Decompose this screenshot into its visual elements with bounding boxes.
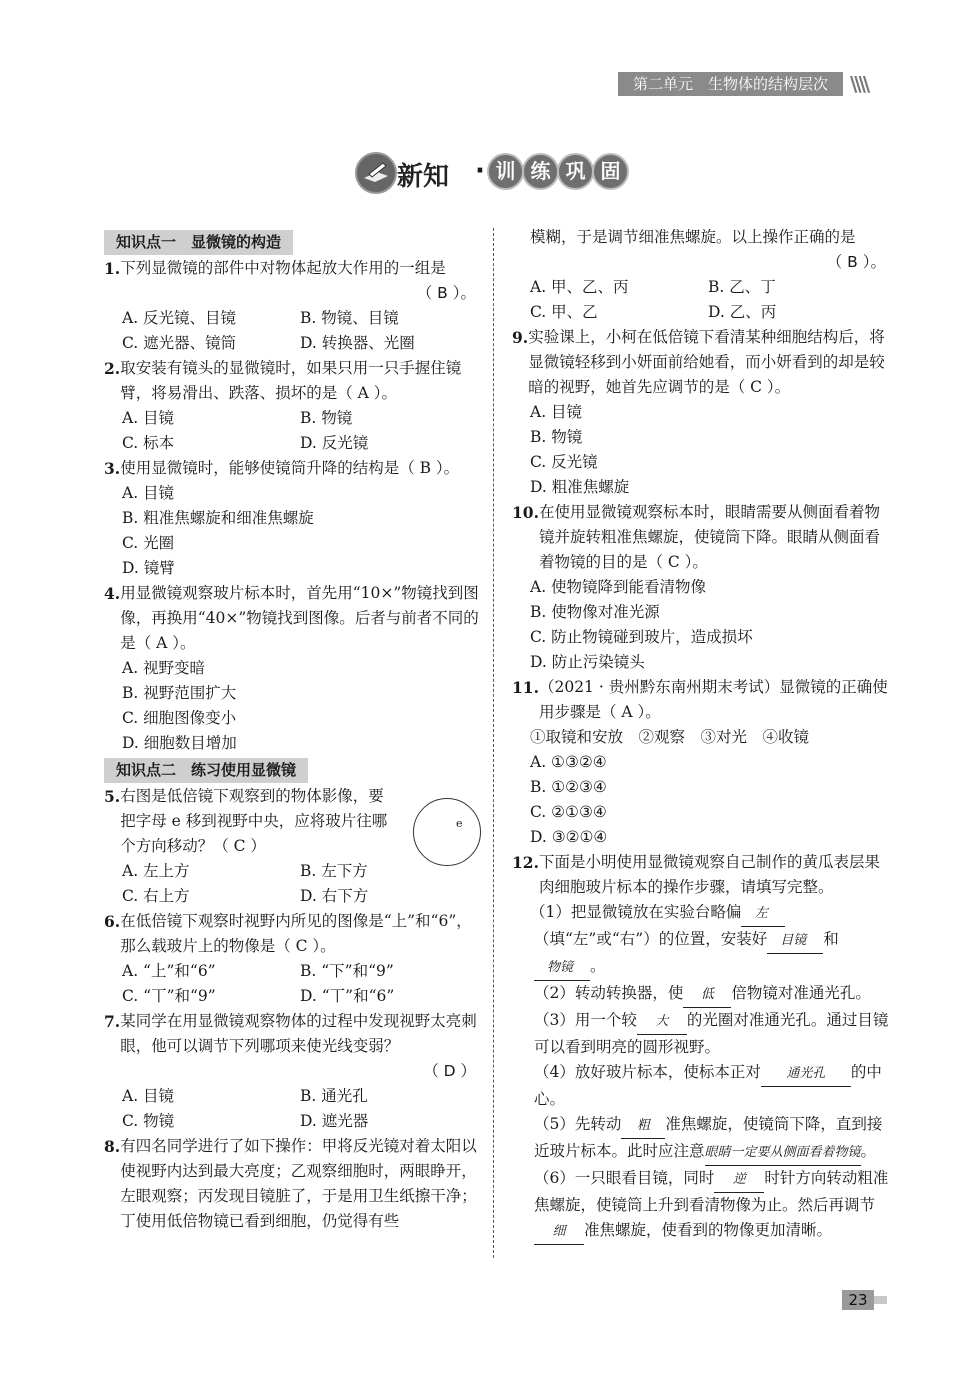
fill-blank: 细 xyxy=(534,1219,584,1245)
fill-blank: 左 xyxy=(741,901,785,927)
question-12: 12. 下面是小明使用显微镜观察自己制作的黄瓜表层果肉细胞玻片标本的操作步骤，请填写完整。 xyxy=(512,853,880,896)
option: B. ①②③④ xyxy=(530,778,607,796)
question-5: 5. 右图是低倍镜下观察到的物体影像，要把字母 e 移到视野中央，应将玻片往哪个方向移动？（ C ） xyxy=(104,787,388,855)
page-number xyxy=(842,1290,887,1310)
fill-blank: 大 xyxy=(637,1009,687,1035)
page-header xyxy=(618,72,888,96)
option: D. 细胞数目增加 xyxy=(122,734,237,752)
fill-blank: 逆 xyxy=(714,1167,764,1193)
options-row: C. 标本 D. 反光镜 xyxy=(122,434,369,452)
fill-blank: 眼睛一定要从侧面看着物镜 xyxy=(705,1140,861,1166)
question-8-continued: 模糊，于是调节细准焦螺旋。以上操作正确的是 xyxy=(530,228,856,246)
question-10: 10. 在使用显微镜观察标本时，眼睛需要从侧面看着物镜并旋转粗准焦螺旋，使镜筒下降。眼睛从侧面看着物镜的目的是（ C ）。 xyxy=(512,503,880,571)
step-3: （3）用一个较 大 的光圈对准通光孔。通过目镜可以看到明亮的圆形视野。 xyxy=(534,1011,889,1056)
options-row: C. 物镜 D. 遮光器 xyxy=(122,1112,369,1130)
answer: （ B ）。 xyxy=(416,284,476,302)
microscope-field-figure xyxy=(413,798,481,866)
options-row: A. “上”和“6” B. “下”和“9” xyxy=(122,962,394,980)
steps-list: ①取镜和安放 ②观察 ③对光 ④收镜 xyxy=(530,728,810,746)
fill-blank: 目镜 xyxy=(767,928,823,954)
options-row: C. “丅”和“9” D. “丅”和“6” xyxy=(122,987,395,1005)
title-badge: 固 xyxy=(592,153,629,190)
option: D. ③②①④ xyxy=(530,828,608,846)
option: C. ②①③④ xyxy=(530,803,607,821)
question-1: 1. 下列显微镜的部件中对物体起放大作用的一组是 xyxy=(104,259,446,278)
options-row: C. 右上方 D. 右下方 xyxy=(122,887,369,905)
option: C. 光圈 xyxy=(122,534,175,552)
answer: （ B ）。 xyxy=(826,253,886,271)
options-row: A. 目镜 B. 通光孔 xyxy=(122,1087,368,1105)
step-5: （5）先转动 粗 准焦螺旋，使镜筒下降，直到接近玻片标本。此时应注意眼睛一定要从侧面看着物镜。 xyxy=(512,1112,892,1166)
option: D. 防止污染镜头 xyxy=(530,653,645,671)
option: B. 粗准焦螺旋和细准焦螺旋 xyxy=(122,509,314,527)
option: A. ①③②④ xyxy=(530,753,607,771)
title-badge: 巩 xyxy=(557,153,594,190)
option: C. 反光镜 xyxy=(530,453,598,471)
right-column xyxy=(512,225,892,1245)
answer: （ D ） xyxy=(423,1062,476,1080)
step-1: （1）把显微镜放在实验台略偏 左（填“左”或“右”）的位置，安装好 目镜 和物镜 。 xyxy=(512,900,892,981)
header-stripes-decoration: \\\\ xyxy=(850,72,868,96)
knowledge-point-heading: 知识点一 显微镜的构造 xyxy=(104,230,293,255)
fill-blank: 低 xyxy=(683,982,731,1008)
option: A. 使物镜降到能看清物像 xyxy=(530,578,707,596)
question-9: 9. 实验课上，小柯在低倍镜下看清某种细胞结构后，将显微镜轻移到小妍面前给她看，而小妍看到的却是较暗的视野，她首先应调节的是（ C ）。 xyxy=(512,328,885,396)
options-row: A. 左上方 B. 左下方 xyxy=(122,862,368,880)
knowledge-point-heading: 知识点二 练习使用显微镜 xyxy=(104,758,308,783)
fill-blank: 通光孔 xyxy=(761,1061,851,1087)
option: A. 目镜 xyxy=(530,403,583,421)
title-badge: 练 xyxy=(522,153,559,190)
left-column xyxy=(104,228,482,1234)
option: B. 视野范围扩大 xyxy=(122,684,237,702)
column-divider xyxy=(493,228,494,1258)
option: B. 物镜 xyxy=(530,428,583,446)
unit-title: 第二单元 生物体的结构层次 xyxy=(618,72,843,96)
options-row: A. 反光镜、目镜 B. 物镜、目镜 xyxy=(122,309,399,327)
option: D. 粗准焦螺旋 xyxy=(530,478,630,496)
title-badges xyxy=(487,153,627,190)
option: A. 目镜 xyxy=(122,484,175,502)
figure-letter: e xyxy=(456,817,463,830)
option: A. 视野变暗 xyxy=(122,659,206,677)
question-6: 6. 在低倍镜下观察时视野内所见的图像是“上”和“6”，那么载玻片上的物像是（ C ）。 xyxy=(104,912,472,955)
step-6: （6）一只眼看目镜，同时 逆 时针方向转动粗准焦螺旋，使镜筒上升到看清物像为止。然后再调节细 准焦螺旋，使看到的物像更加清晰。 xyxy=(512,1166,892,1245)
title-badge: 训 xyxy=(487,153,524,190)
question-2: 2. 取安装有镜头的显微镜时，如果只用一只手握住镜臂，将易滑出、跌落、损坏的是（ A ）。 xyxy=(104,359,462,402)
options-row: A. 目镜 B. 物镜 xyxy=(122,409,353,427)
title-main: 新知 xyxy=(397,162,450,192)
option: C. 细胞图像变小 xyxy=(122,709,237,727)
option: C. 防止物镜碰到玻片，造成损坏 xyxy=(530,628,753,646)
page-number-decoration xyxy=(874,1296,887,1304)
options-row: C. 遮光器、镜筒 D. 转换器、光圈 xyxy=(122,334,415,352)
option: B. 使物像对准光源 xyxy=(530,603,660,621)
title-dot: · xyxy=(475,156,485,186)
pencil-book-icon xyxy=(355,152,397,194)
question-3: 3. 使用显微镜时，能够使镜筒升降的结构是（ B ）。 xyxy=(104,459,460,478)
fill-blank: 物镜 xyxy=(534,955,590,981)
question-8: 8. 有四名同学进行了如下操作：甲将反光镜对着太阳以使视野内达到最大亮度；乙观察细胞时，两眼睁开，左眼观察；丙发现目镜脏了，于是用卫生纸擦干净；丁使用低倍物镜已看到细胞，仍觉得有些 xyxy=(104,1137,477,1230)
option: D. 镜臂 xyxy=(122,559,175,577)
step-2: （2）转动转换器，使 低 倍物镜对准通光孔。 xyxy=(512,981,892,1008)
question-4: 4. 用显微镜观察玻片标本时，首先用“10×”物镜找到图像，再换用“40×”物镜找到图像。后者与前者不同的是（ A ）。 xyxy=(104,584,479,652)
options-row: A. 甲、乙、丙 B. 乙、丁 xyxy=(530,278,776,296)
question-7: 7. 某同学在用显微镜观察物体的过程中发现视野太亮刺眼，他可以调节下列哪项来使光线变弱？ xyxy=(104,1012,477,1055)
step-4: （4）放好玻片标本，使标本正对 通光孔 的中心。 xyxy=(534,1063,882,1108)
page-number-label: 23 xyxy=(842,1290,874,1310)
options-row: C. 甲、乙 D. 乙、丙 xyxy=(530,303,777,321)
fill-blank: 粗 xyxy=(621,1113,665,1139)
question-11: 11. （2021 · 贵州黔东南州期末考试）显微镜的正确使用步骤是（ A ）。 xyxy=(512,678,888,721)
